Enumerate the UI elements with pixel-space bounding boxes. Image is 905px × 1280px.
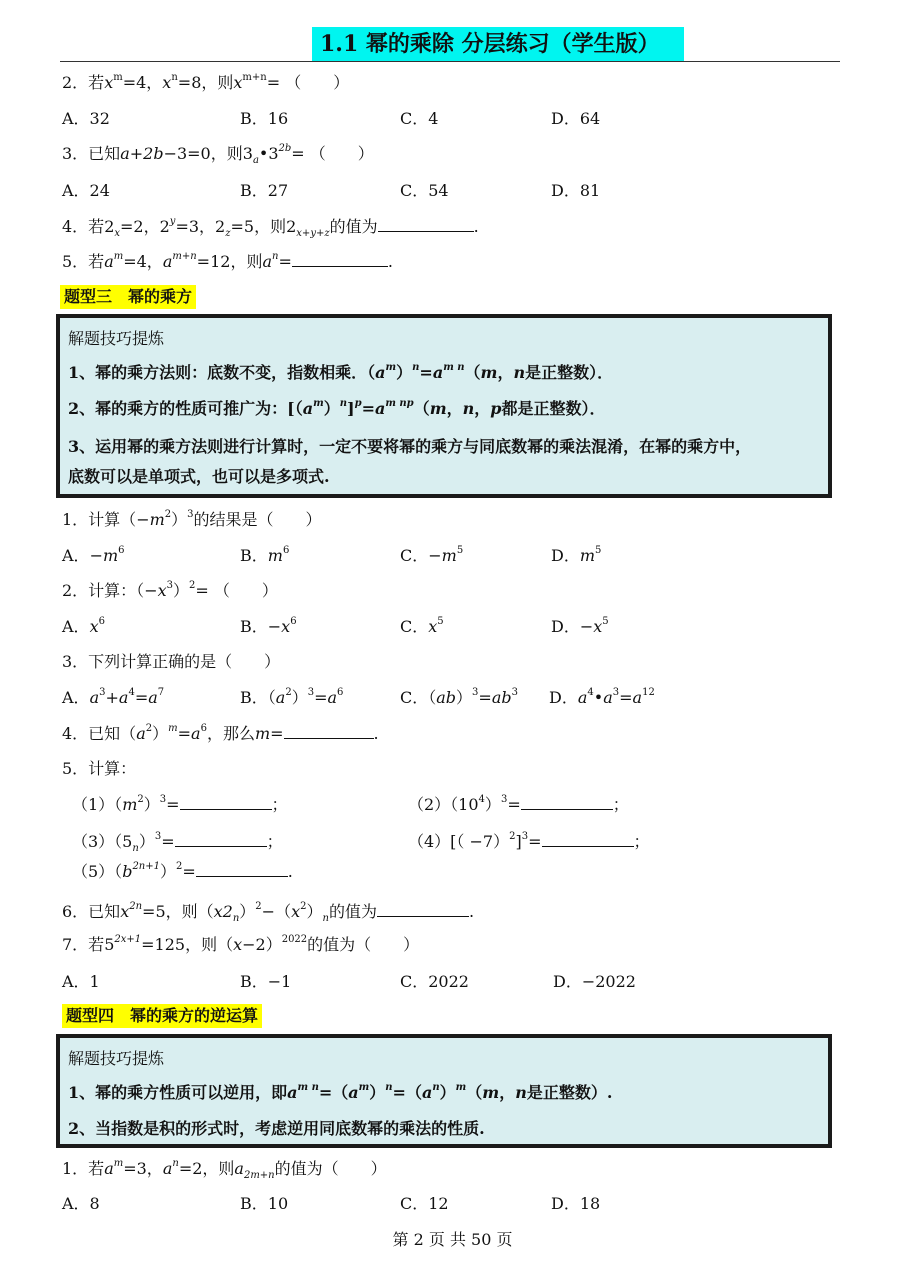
question-s3-q3: 3．下列计算正确的是（ ）	[62, 652, 281, 671]
section-tag-3: 题型三 幂的乘方	[60, 285, 196, 309]
choice-c: C．54	[400, 181, 449, 200]
choice-b: B．$m^6$	[240, 544, 290, 565]
choice-c: C．$(ab)^3=ab^3$	[400, 686, 518, 707]
answer-blank	[521, 793, 613, 810]
question-s2-q3: 3．已知a+2b−3=0，则$3_a•3^{2b}=$ （ ）	[62, 142, 374, 167]
tip-box-4	[56, 1034, 832, 1148]
answer-blank	[284, 722, 374, 739]
answer-blank	[377, 900, 469, 917]
choice-a: A．$-m^6$	[62, 544, 125, 565]
tip-line-1: 1、幂的乘方法则：底数不变，指数相乘．$(a^m)^n=a^{m n}(m$，n是正整数）．	[68, 361, 614, 382]
subquestion-3: $(3)(5_n)^3=$ ；	[72, 830, 283, 855]
choice-a: A．8	[62, 1194, 100, 1213]
question-s3-q7: 7．若$5^{2x+1}=125$，则$(x-2)^{2022}$的值为（ ）	[62, 933, 420, 954]
choice-c: C．12	[400, 1194, 449, 1213]
subquestion-4: $(4)[( -7)^2]^3=$ ；	[408, 830, 650, 851]
question-s2-q4: 4．若$2_x=2$，$2^y=3$，$2_z=5$，则$2_{x+y+z}$的值为 .	[62, 215, 479, 240]
tip-line-1: 1、幂的乘方性质可以逆用，即$a^{m n}=(a^m)^n=(a^n)^m(m$，n是正整数）.	[68, 1081, 613, 1102]
subquestion-1: $(1)(m^2)^3=$ ；	[72, 793, 288, 814]
choice-a: A．$x^6$	[62, 615, 105, 636]
tip-line-2: 2、当指数是积的形式时，考虑逆用同底数幂的乘法的性质.	[68, 1119, 485, 1138]
choice-d: D．$a^4•a^3=a^{12}$	[549, 686, 655, 707]
choice-a: A．32	[62, 109, 110, 128]
choice-b: B．16	[240, 109, 289, 128]
choice-d: D．$-x^5$	[551, 615, 609, 636]
choice-c: C．$x^5$	[400, 615, 444, 636]
answer-blank	[378, 215, 474, 232]
question-s3-q2: 2．计算：$(-x^3)^2=$ （ ）	[62, 579, 278, 600]
tip-line-2: 2、幂的乘方的性质可推广为：$[(a^m)^n]^p=a^{m np}(m$，n，p都是正整数）．	[68, 397, 606, 418]
question-s3-q6: 6．已知$x^{2n}=5$，则$(x2_n)^2-(x^2)_n$的值为 .	[62, 900, 475, 925]
tip-title: 解题技巧提炼	[68, 1049, 165, 1068]
question-s2-q2: 2．若$x^m=4$，$x^n=8$，则$x^{m+n}=$ （ ）	[62, 71, 350, 92]
question-s4-q1: 1．若$a^m=3$，$a^n=2$，则$a_{2m+n}$的值为（ ）	[62, 1157, 387, 1182]
question-s2-q5: 5．若$a^m=4$，$a^{m+n}=12$，则$a^n=$ .	[62, 250, 393, 271]
choice-d: D．81	[551, 181, 601, 200]
section-tag-4: 题型四 幂的乘方的逆运算	[62, 1004, 262, 1028]
question-s3-q1: 1．计算$(-m^2)^3$的结果是（ ）	[62, 508, 322, 529]
choice-d: D．18	[551, 1194, 601, 1213]
tip-line-3a: 3、运用幂的乘方法则进行计算时，一定不要将幂的乘方与同底数幂的乘法混淆，在幂的乘方中，	[68, 437, 752, 456]
choice-d: D．64	[551, 109, 601, 128]
answer-blank	[180, 793, 272, 810]
answer-blank	[175, 830, 267, 847]
tip-line-3b: 底数可以是单项式，也可以是多项式.	[68, 467, 330, 486]
choice-b: B．$(a^2)^3=a^6$	[240, 686, 344, 707]
choice-b: B．$-x^6$	[240, 615, 297, 636]
choice-d: D．$m^5$	[551, 544, 602, 565]
choice-c: C．4	[400, 109, 439, 128]
question-s3-q5: 5．计算：	[62, 759, 137, 778]
subquestion-5: $(5)(b^{2n+1})^2=$ .	[72, 860, 293, 881]
answer-blank	[542, 830, 634, 847]
choice-b: B．10	[240, 1194, 289, 1213]
page-number: 第 2 页 共 50 页	[392, 1230, 513, 1249]
choice-a: A．24	[62, 181, 110, 200]
choice-c: C．$-m^5$	[400, 544, 464, 565]
choice-a: A．1	[62, 972, 100, 991]
choice-b: B．−1	[240, 972, 292, 991]
tip-box-3	[56, 314, 832, 498]
choice-b: B．27	[240, 181, 289, 200]
subquestion-2: $(2)(10^4)^3=$ ；	[408, 793, 629, 814]
answer-blank	[196, 860, 288, 877]
question-s3-q4: 4．已知$(a^2)^m=a^6$，那么m= .	[62, 722, 379, 743]
page-title: 1.1 幂的乘除 分层练习（学生版）	[312, 27, 684, 61]
choice-d: D．−2022	[553, 972, 636, 991]
header-divider	[60, 61, 840, 62]
choice-c: C．2022	[400, 972, 469, 991]
tip-title: 解题技巧提炼	[68, 329, 165, 348]
choice-a: A．$a^3+a^4=a^7$	[62, 686, 165, 707]
answer-blank	[292, 250, 388, 267]
